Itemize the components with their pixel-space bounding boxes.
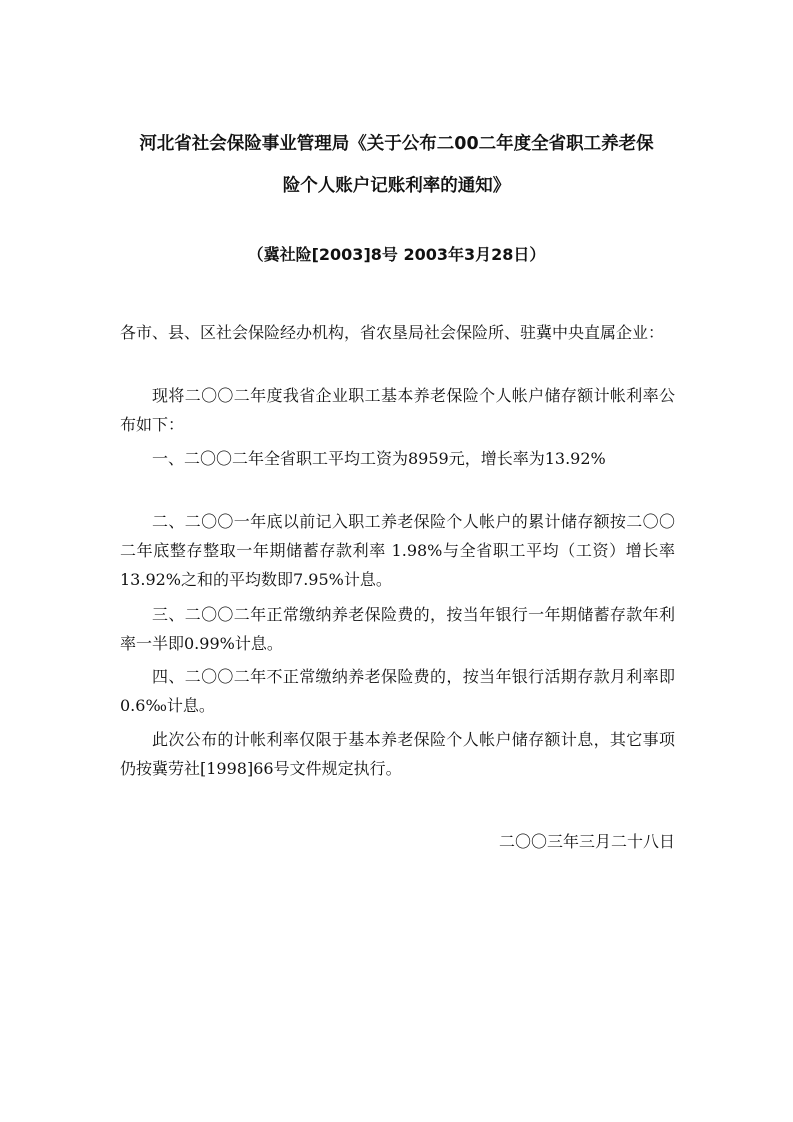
item-four-paragraph: 四、二〇〇二年不正常缴纳养老保险费的，按当年银行活期存款月利率即0.6‰计息。 xyxy=(120,667,675,715)
closing-paragraph: 此次公布的计帐利率仅限于基本养老保险个人帐户储存额计息，其它事项仍按冀劳社[1998]66号文件规定执行。 xyxy=(120,730,675,778)
item-one-paragraph: 一、二〇〇二年全省职工平均工资为8959元，增长率为13.92% xyxy=(152,449,606,468)
item-two-paragraph: 二、二〇〇一年底以前记入职工养老保险个人帐户的累计储存额按二〇〇二年底整存整取一年期储蓄存款利率 1.98%与全省职工平均（工资）增长率13.92%之和的平均数即7.95%计息。 xyxy=(120,512,675,589)
intro-paragraph: 现将二〇〇二年度我省企业职工基本养老保险个人帐户储存额计帐利率公布如下： xyxy=(120,386,675,434)
document-title-line-2: 险个人账户记账利率的通知》 xyxy=(282,176,511,196)
document-date: 二〇〇三年三月二十八日 xyxy=(498,832,675,851)
document-title-line-1: 河北省社会保险事业管理局《关于公布二00二年度全省职工养老保 xyxy=(139,134,654,154)
document-number: （冀社险[2003]8号 2003年3月28日） xyxy=(247,245,546,264)
item-three-paragraph: 三、二〇〇二年正常缴纳养老保险费的，按当年银行一年期储蓄存款年利率一半即0.99%计息。 xyxy=(120,605,675,653)
addressee-paragraph: 各市、县、区社会保险经办机构，省农垦局社会保险所、驻冀中央直属企业： xyxy=(120,323,665,342)
